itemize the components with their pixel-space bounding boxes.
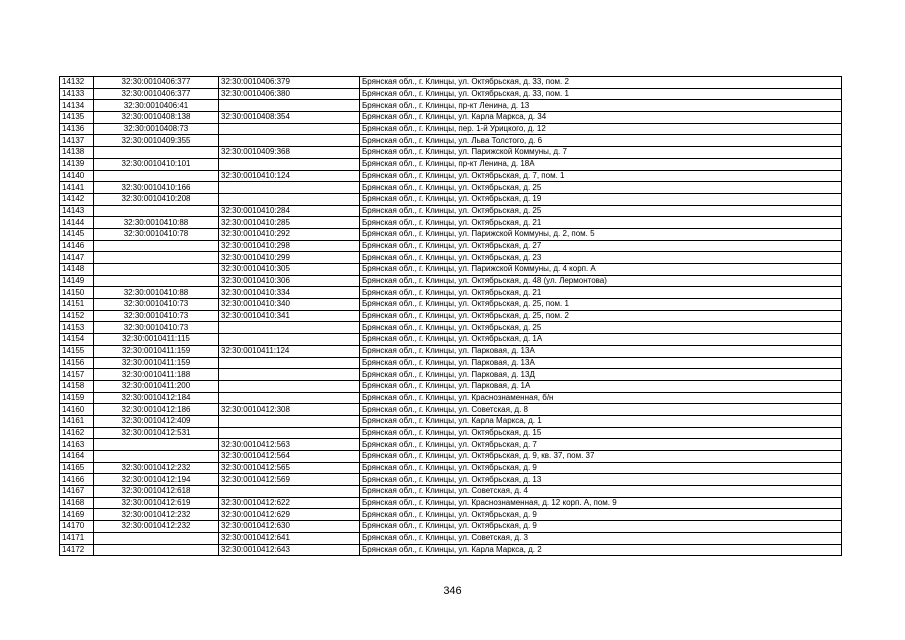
object-cadastral-number-cell: 32:30:0010410:285 <box>219 217 360 229</box>
row-number-cell: 14140 <box>60 170 94 182</box>
land-cadastral-number-cell: 32:30:0010406:377 <box>94 88 219 100</box>
table-row <box>60 170 842 182</box>
object-cadastral-number-cell: 32:30:0010410:284 <box>219 205 360 217</box>
object-cadastral-number-cell: 32:30:0010408:354 <box>219 112 360 124</box>
land-cadastral-number-cell <box>94 240 219 252</box>
land-cadastral-number-cell: 32:30:0010412:232 <box>94 521 219 533</box>
row-number-cell: 14162 <box>60 427 94 439</box>
address-cell: Брянская обл., г. Клинцы, ул. Октябрьская, д. 48 (ул. Лермонтова) <box>360 275 842 287</box>
row-number-cell: 14172 <box>60 544 94 556</box>
row-number-cell: 14157 <box>60 369 94 381</box>
address-cell: Брянская обл., г. Клинцы, ул. Парижской Коммуны, д. 4 корп. А <box>360 264 842 276</box>
address-cell: Брянская обл., г. Клинцы, ул. Октябрьская, д. 9, кв. 37, пом. 37 <box>360 451 842 463</box>
address-cell: Брянская обл., г. Клинцы, ул. Парковая, д. 13А <box>360 345 842 357</box>
object-cadastral-number-cell: 32:30:0010410:292 <box>219 228 360 240</box>
row-number-cell: 14150 <box>60 287 94 299</box>
address-cell: Брянская обл., г. Клинцы, ул. Октябрьская, д. 19 <box>360 193 842 205</box>
row-number-cell: 14136 <box>60 123 94 135</box>
land-cadastral-number-cell <box>94 532 219 544</box>
table-row <box>60 100 842 112</box>
table-row <box>60 299 842 311</box>
object-cadastral-number-cell <box>219 182 360 194</box>
land-cadastral-number-cell: 32:30:0010412:409 <box>94 415 219 427</box>
table-row <box>60 182 842 194</box>
land-cadastral-number-cell: 32:30:0010412:194 <box>94 474 219 486</box>
table-row <box>60 486 842 498</box>
land-cadastral-number-cell <box>94 275 219 287</box>
row-number-cell: 14153 <box>60 322 94 334</box>
object-cadastral-number-cell: 32:30:0010406:380 <box>219 88 360 100</box>
land-cadastral-number-cell: 32:30:0010411:188 <box>94 369 219 381</box>
registry-table-body <box>60 77 842 556</box>
land-cadastral-number-cell: 32:30:0010412:184 <box>94 392 219 404</box>
table-row <box>60 345 842 357</box>
land-cadastral-number-cell <box>94 205 219 217</box>
address-cell: Брянская обл., г. Клинцы, ул. Октябрьская, д. 7, пом. 1 <box>360 170 842 182</box>
table-row <box>60 451 842 463</box>
table-row <box>60 77 842 89</box>
land-cadastral-number-cell <box>94 544 219 556</box>
address-cell: Брянская обл., г. Клинцы, ул. Октябрьская, д. 21 <box>360 217 842 229</box>
land-cadastral-number-cell: 32:30:0010410:73 <box>94 322 219 334</box>
land-cadastral-number-cell: 32:30:0010410:73 <box>94 299 219 311</box>
object-cadastral-number-cell: 32:30:0010412:630 <box>219 521 360 533</box>
row-number-cell: 14147 <box>60 252 94 264</box>
land-cadastral-number-cell: 32:30:0010411:159 <box>94 357 219 369</box>
object-cadastral-number-cell <box>219 392 360 404</box>
table-row <box>60 369 842 381</box>
row-number-cell: 14152 <box>60 310 94 322</box>
object-cadastral-number-cell <box>219 123 360 135</box>
row-number-cell: 14146 <box>60 240 94 252</box>
table-row <box>60 228 842 240</box>
address-cell: Брянская обл., г. Клинцы, ул. Октябрьская, д. 33, пом. 1 <box>360 88 842 100</box>
table-row <box>60 193 842 205</box>
address-cell: Брянская обл., г. Клинцы, ул. Октябрьская, д. 9 <box>360 509 842 521</box>
row-number-cell: 14137 <box>60 135 94 147</box>
row-number-cell: 14161 <box>60 415 94 427</box>
object-cadastral-number-cell <box>219 158 360 170</box>
row-number-cell: 14165 <box>60 462 94 474</box>
address-cell: Брянская обл., г. Клинцы, ул. Октябрьская, д. 27 <box>360 240 842 252</box>
land-cadastral-number-cell: 32:30:0010412:186 <box>94 404 219 416</box>
address-cell: Брянская обл., г. Клинцы, ул. Октябрьская, д. 7 <box>360 439 842 451</box>
row-number-cell: 14158 <box>60 380 94 392</box>
address-cell: Брянская обл., г. Клинцы, ул. Советская, д. 8 <box>360 404 842 416</box>
land-cadastral-number-cell: 32:30:0010406:377 <box>94 77 219 89</box>
object-cadastral-number-cell: 32:30:0010409:368 <box>219 147 360 159</box>
table-row <box>60 334 842 346</box>
table-row <box>60 392 842 404</box>
table-row <box>60 275 842 287</box>
row-number-cell: 14142 <box>60 193 94 205</box>
address-cell: Брянская обл., г. Клинцы, ул. Льва Толстого, д. 6 <box>360 135 842 147</box>
table-row <box>60 439 842 451</box>
object-cadastral-number-cell: 32:30:0010412:641 <box>219 532 360 544</box>
address-cell: Брянская обл., г. Клинцы, ул. Октябрьская, д. 21 <box>360 287 842 299</box>
address-cell: Брянская обл., г. Клинцы, ул. Октябрьская, д. 25 <box>360 205 842 217</box>
cadastral-registry-table <box>59 76 842 556</box>
table-row <box>60 462 842 474</box>
object-cadastral-number-cell: 32:30:0010412:643 <box>219 544 360 556</box>
address-cell: Брянская обл., г. Клинцы, ул. Октябрьская, д. 25 <box>360 322 842 334</box>
row-number-cell: 14132 <box>60 77 94 89</box>
object-cadastral-number-cell: 32:30:0010412:569 <box>219 474 360 486</box>
table-row <box>60 509 842 521</box>
row-number-cell: 14155 <box>60 345 94 357</box>
row-number-cell: 14154 <box>60 334 94 346</box>
row-number-cell: 14149 <box>60 275 94 287</box>
land-cadastral-number-cell <box>94 439 219 451</box>
address-cell: Брянская обл., г. Клинцы, ул. Парковая, д. 13Д <box>360 369 842 381</box>
land-cadastral-number-cell: 32:30:0010410:88 <box>94 217 219 229</box>
land-cadastral-number-cell: 32:30:0010412:531 <box>94 427 219 439</box>
address-cell: Брянская обл., г. Клинцы, ул. Октябрьская, д. 23 <box>360 252 842 264</box>
address-cell: Брянская обл., г. Клинцы, ул. Октябрьская, д. 33, пом. 2 <box>360 77 842 89</box>
object-cadastral-number-cell <box>219 322 360 334</box>
address-cell: Брянская обл., г. Клинцы, ул. Парижской Коммуны, д. 7 <box>360 147 842 159</box>
table-row <box>60 240 842 252</box>
object-cadastral-number-cell: 32:30:0010412:564 <box>219 451 360 463</box>
land-cadastral-number-cell <box>94 451 219 463</box>
object-cadastral-number-cell: 32:30:0010410:341 <box>219 310 360 322</box>
table-row <box>60 427 842 439</box>
row-number-cell: 14168 <box>60 497 94 509</box>
land-cadastral-number-cell: 32:30:0010406:41 <box>94 100 219 112</box>
table-row <box>60 135 842 147</box>
address-cell: Брянская обл., г. Клинцы, пр-кт Ленина, д. 13 <box>360 100 842 112</box>
address-cell: Брянская обл., г. Клинцы, пр-кт Ленина, д. 18А <box>360 158 842 170</box>
row-number-cell: 14135 <box>60 112 94 124</box>
row-number-cell: 14166 <box>60 474 94 486</box>
row-number-cell: 14167 <box>60 486 94 498</box>
land-cadastral-number-cell: 32:30:0010408:138 <box>94 112 219 124</box>
object-cadastral-number-cell: 32:30:0010412:629 <box>219 509 360 521</box>
table-row <box>60 532 842 544</box>
table-row <box>60 357 842 369</box>
land-cadastral-number-cell <box>94 252 219 264</box>
row-number-cell: 14171 <box>60 532 94 544</box>
address-cell: Брянская обл., г. Клинцы, ул. Советская, д. 4 <box>360 486 842 498</box>
object-cadastral-number-cell: 32:30:0010410:299 <box>219 252 360 264</box>
table-row <box>60 380 842 392</box>
object-cadastral-number-cell: 32:30:0010412:565 <box>219 462 360 474</box>
object-cadastral-number-cell <box>219 415 360 427</box>
table-row <box>60 322 842 334</box>
table-row <box>60 123 842 135</box>
address-cell: Брянская обл., г. Клинцы, ул. Советская, д. 3 <box>360 532 842 544</box>
row-number-cell: 14138 <box>60 147 94 159</box>
table-row <box>60 158 842 170</box>
row-number-cell: 14151 <box>60 299 94 311</box>
object-cadastral-number-cell: 32:30:0010411:124 <box>219 345 360 357</box>
land-cadastral-number-cell: 32:30:0010408:73 <box>94 123 219 135</box>
land-cadastral-number-cell <box>94 264 219 276</box>
land-cadastral-number-cell <box>94 147 219 159</box>
table-row <box>60 474 842 486</box>
land-cadastral-number-cell <box>94 170 219 182</box>
table-row <box>60 497 842 509</box>
address-cell: Брянская обл., г. Клинцы, ул. Октябрьская, д. 1А <box>360 334 842 346</box>
row-number-cell: 14159 <box>60 392 94 404</box>
land-cadastral-number-cell: 32:30:0010410:73 <box>94 310 219 322</box>
row-number-cell: 14145 <box>60 228 94 240</box>
object-cadastral-number-cell <box>219 380 360 392</box>
page-number: 346 <box>443 585 462 597</box>
table-row <box>60 310 842 322</box>
object-cadastral-number-cell: 32:30:0010412:308 <box>219 404 360 416</box>
address-cell: Брянская обл., г. Клинцы, пер. 1-й Урицкого, д. 12 <box>360 123 842 135</box>
table-row <box>60 147 842 159</box>
table-row <box>60 544 842 556</box>
row-number-cell: 14163 <box>60 439 94 451</box>
row-number-cell: 14170 <box>60 521 94 533</box>
address-cell: Брянская обл., г. Клинцы, ул. Краснознаменная, б/н <box>360 392 842 404</box>
object-cadastral-number-cell: 32:30:0010410:124 <box>219 170 360 182</box>
table-row <box>60 205 842 217</box>
address-cell: Брянская обл., г. Клинцы, ул. Октябрьская, д. 9 <box>360 521 842 533</box>
land-cadastral-number-cell: 32:30:0010410:78 <box>94 228 219 240</box>
table-row <box>60 404 842 416</box>
row-number-cell: 14156 <box>60 357 94 369</box>
address-cell: Брянская обл., г. Клинцы, ул. Октябрьская, д. 15 <box>360 427 842 439</box>
address-cell: Брянская обл., г. Клинцы, ул. Октябрьская, д. 13 <box>360 474 842 486</box>
row-number-cell: 14164 <box>60 451 94 463</box>
object-cadastral-number-cell <box>219 100 360 112</box>
object-cadastral-number-cell <box>219 427 360 439</box>
row-number-cell: 14139 <box>60 158 94 170</box>
address-cell: Брянская обл., г. Клинцы, ул. Октябрьская, д. 25 <box>360 182 842 194</box>
table-row <box>60 521 842 533</box>
object-cadastral-number-cell <box>219 193 360 205</box>
address-cell: Брянская обл., г. Клинцы, ул. Парковая, д. 1А <box>360 380 842 392</box>
land-cadastral-number-cell: 32:30:0010411:159 <box>94 345 219 357</box>
table-row <box>60 264 842 276</box>
land-cadastral-number-cell: 32:30:0010410:208 <box>94 193 219 205</box>
land-cadastral-number-cell: 32:30:0010410:166 <box>94 182 219 194</box>
row-number-cell: 14160 <box>60 404 94 416</box>
land-cadastral-number-cell: 32:30:0010412:619 <box>94 497 219 509</box>
object-cadastral-number-cell: 32:30:0010410:305 <box>219 264 360 276</box>
address-cell: Брянская обл., г. Клинцы, ул. Октябрьская, д. 9 <box>360 462 842 474</box>
table-row <box>60 287 842 299</box>
land-cadastral-number-cell: 32:30:0010412:232 <box>94 509 219 521</box>
row-number-cell: 14169 <box>60 509 94 521</box>
land-cadastral-number-cell: 32:30:0010412:618 <box>94 486 219 498</box>
address-cell: Брянская обл., г. Клинцы, ул. Парижской Коммуны, д. 2, пом. 5 <box>360 228 842 240</box>
land-cadastral-number-cell: 32:30:0010412:232 <box>94 462 219 474</box>
table-row <box>60 217 842 229</box>
object-cadastral-number-cell: 32:30:0010406:379 <box>219 77 360 89</box>
object-cadastral-number-cell: 32:30:0010412:622 <box>219 497 360 509</box>
address-cell: Брянская обл., г. Клинцы, ул. Карла Маркса, д. 1 <box>360 415 842 427</box>
row-number-cell: 14143 <box>60 205 94 217</box>
object-cadastral-number-cell: 32:30:0010410:334 <box>219 287 360 299</box>
address-cell: Брянская обл., г. Клинцы, ул. Октябрьская, д. 25, пом. 1 <box>360 299 842 311</box>
row-number-cell: 14141 <box>60 182 94 194</box>
address-cell: Брянская обл., г. Клинцы, ул. Октябрьская, д. 25, пом. 2 <box>360 310 842 322</box>
land-cadastral-number-cell: 32:30:0010409:355 <box>94 135 219 147</box>
land-cadastral-number-cell: 32:30:0010410:88 <box>94 287 219 299</box>
land-cadastral-number-cell: 32:30:0010411:115 <box>94 334 219 346</box>
row-number-cell: 14144 <box>60 217 94 229</box>
object-cadastral-number-cell <box>219 357 360 369</box>
table-row <box>60 88 842 100</box>
address-cell: Брянская обл., г. Клинцы, ул. Краснознаменная, д. 12 корп. А, пом. 9 <box>360 497 842 509</box>
address-cell: Брянская обл., г. Клинцы, ул. Карла Маркса, д. 2 <box>360 544 842 556</box>
object-cadastral-number-cell: 32:30:0010410:306 <box>219 275 360 287</box>
address-cell: Брянская обл., г. Клинцы, ул. Парковая, д. 13А <box>360 357 842 369</box>
table-row <box>60 415 842 427</box>
table-row <box>60 252 842 264</box>
land-cadastral-number-cell: 32:30:0010411:200 <box>94 380 219 392</box>
object-cadastral-number-cell <box>219 486 360 498</box>
land-cadastral-number-cell: 32:30:0010410:101 <box>94 158 219 170</box>
row-number-cell: 14134 <box>60 100 94 112</box>
table-row <box>60 112 842 124</box>
object-cadastral-number-cell <box>219 334 360 346</box>
object-cadastral-number-cell <box>219 369 360 381</box>
address-cell: Брянская обл., г. Клинцы, ул. Карла Маркса, д. 34 <box>360 112 842 124</box>
object-cadastral-number-cell: 32:30:0010410:340 <box>219 299 360 311</box>
row-number-cell: 14133 <box>60 88 94 100</box>
object-cadastral-number-cell: 32:30:0010410:298 <box>219 240 360 252</box>
object-cadastral-number-cell: 32:30:0010412:563 <box>219 439 360 451</box>
row-number-cell: 14148 <box>60 264 94 276</box>
object-cadastral-number-cell <box>219 135 360 147</box>
